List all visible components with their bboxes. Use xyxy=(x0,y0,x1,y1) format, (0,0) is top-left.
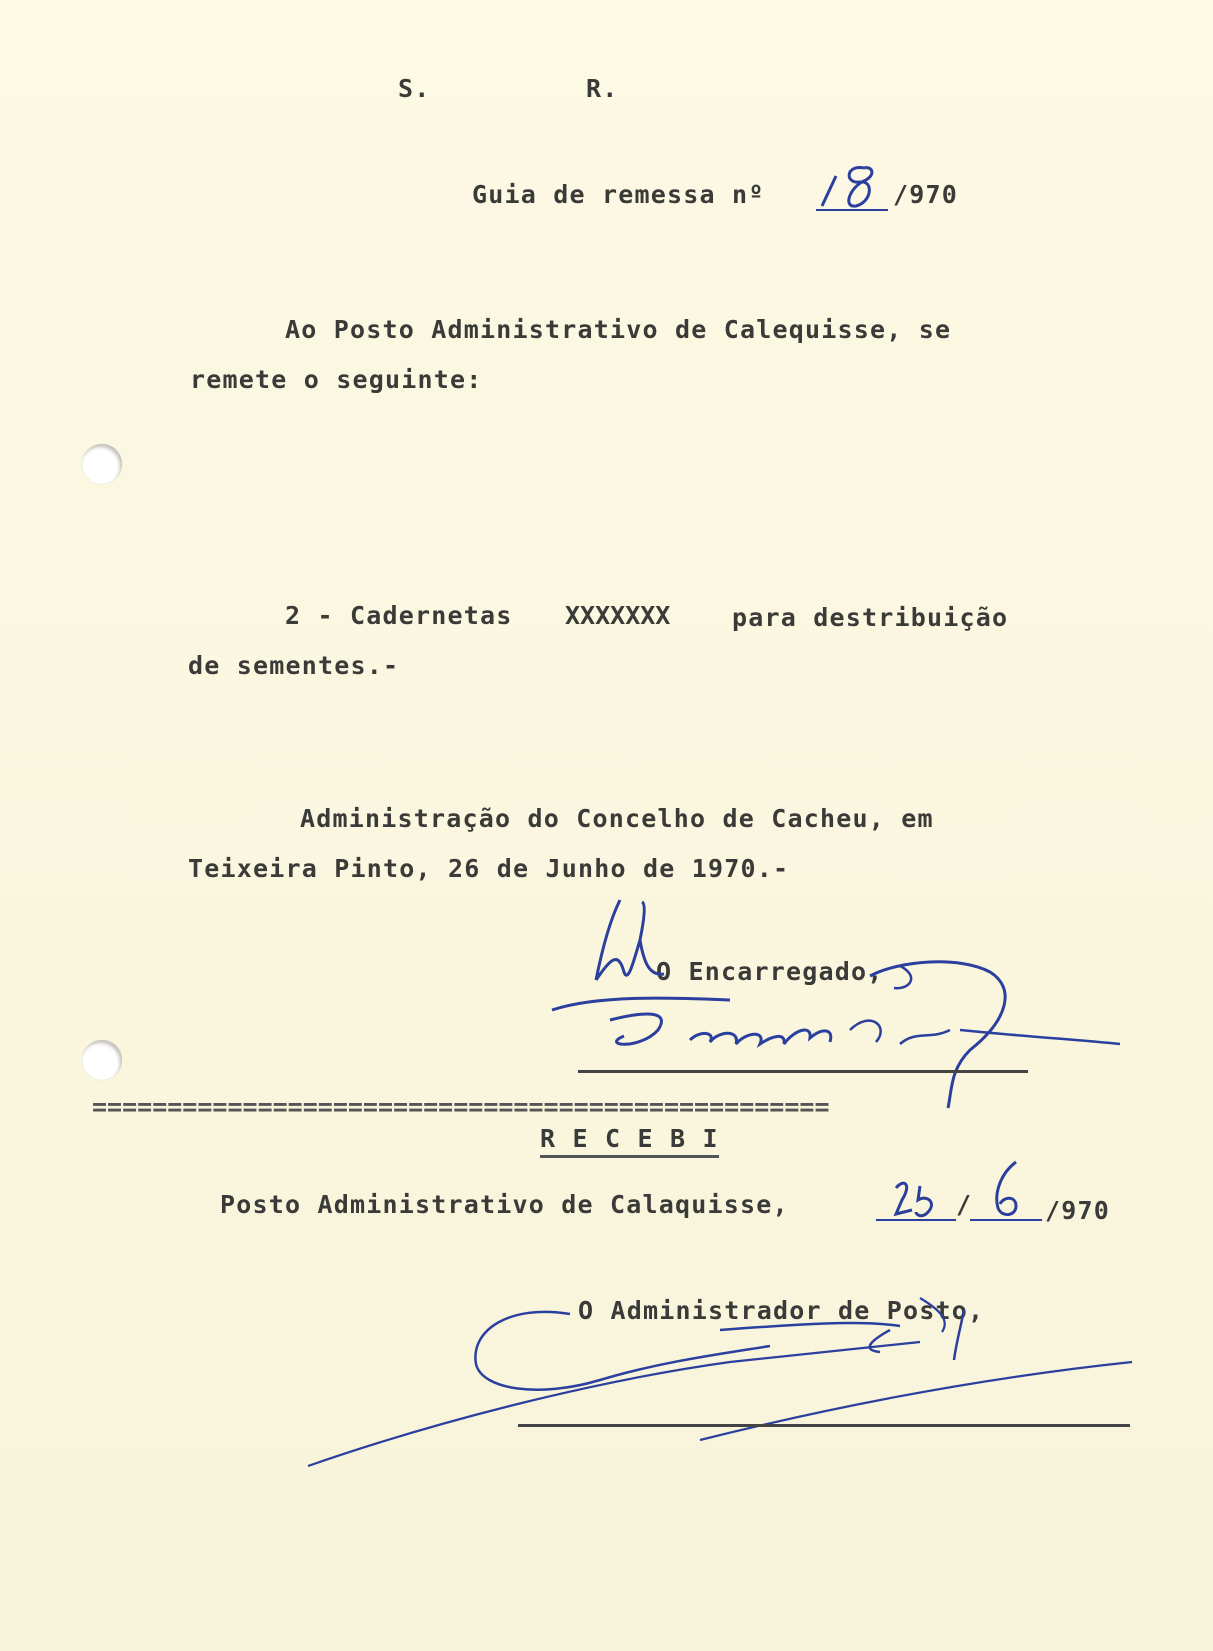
guia-label: Guia de remessa nº xyxy=(472,180,765,209)
closing-line-2: Teixeira Pinto, 26 de Junho de 1970.- xyxy=(188,854,790,883)
encarregado-label: O Encarregado, xyxy=(656,957,884,986)
recebi-day-handwritten xyxy=(876,1170,956,1226)
guia-year: /970 xyxy=(893,180,959,209)
administrador-signature-line xyxy=(518,1424,1130,1427)
recebi-place: Posto Administrativo de Calaquisse, xyxy=(220,1190,789,1219)
punch-hole-top xyxy=(82,444,122,484)
administrador-label: O Administrador de Posto, xyxy=(578,1296,985,1325)
header-s: S. xyxy=(398,74,431,103)
recebi-year: /970 xyxy=(1045,1196,1111,1225)
item-line-1-start: 2 - Cadernetas xyxy=(285,601,529,630)
administrador-signature xyxy=(300,1280,1140,1480)
recebi-title xyxy=(540,1124,719,1154)
separator-line: ================================================= xyxy=(92,1092,830,1121)
encarregado-signature-line xyxy=(578,1070,1028,1073)
item-line-1-end: para destribuição xyxy=(732,603,1009,632)
header-r: R. xyxy=(586,74,619,103)
item-struck-text: XXXXXXX xyxy=(565,601,671,630)
recebi-title-text: R E C E B I xyxy=(540,1124,719,1158)
recebi-date-slash: / xyxy=(956,1190,973,1219)
guia-number-handwritten xyxy=(812,158,892,214)
recebi-month-handwritten xyxy=(970,1158,1042,1226)
intro-line-2: remete o seguinte: xyxy=(190,365,483,394)
closing-line-1: Administração do Concelho de Cacheu, em xyxy=(300,804,934,833)
encarregado-signature xyxy=(540,880,1130,1110)
intro-line-1: Ao Posto Administrativo de Calequisse, se xyxy=(285,315,952,344)
item-line-2: de sementes.- xyxy=(188,651,400,680)
punch-hole-bottom xyxy=(82,1040,122,1080)
